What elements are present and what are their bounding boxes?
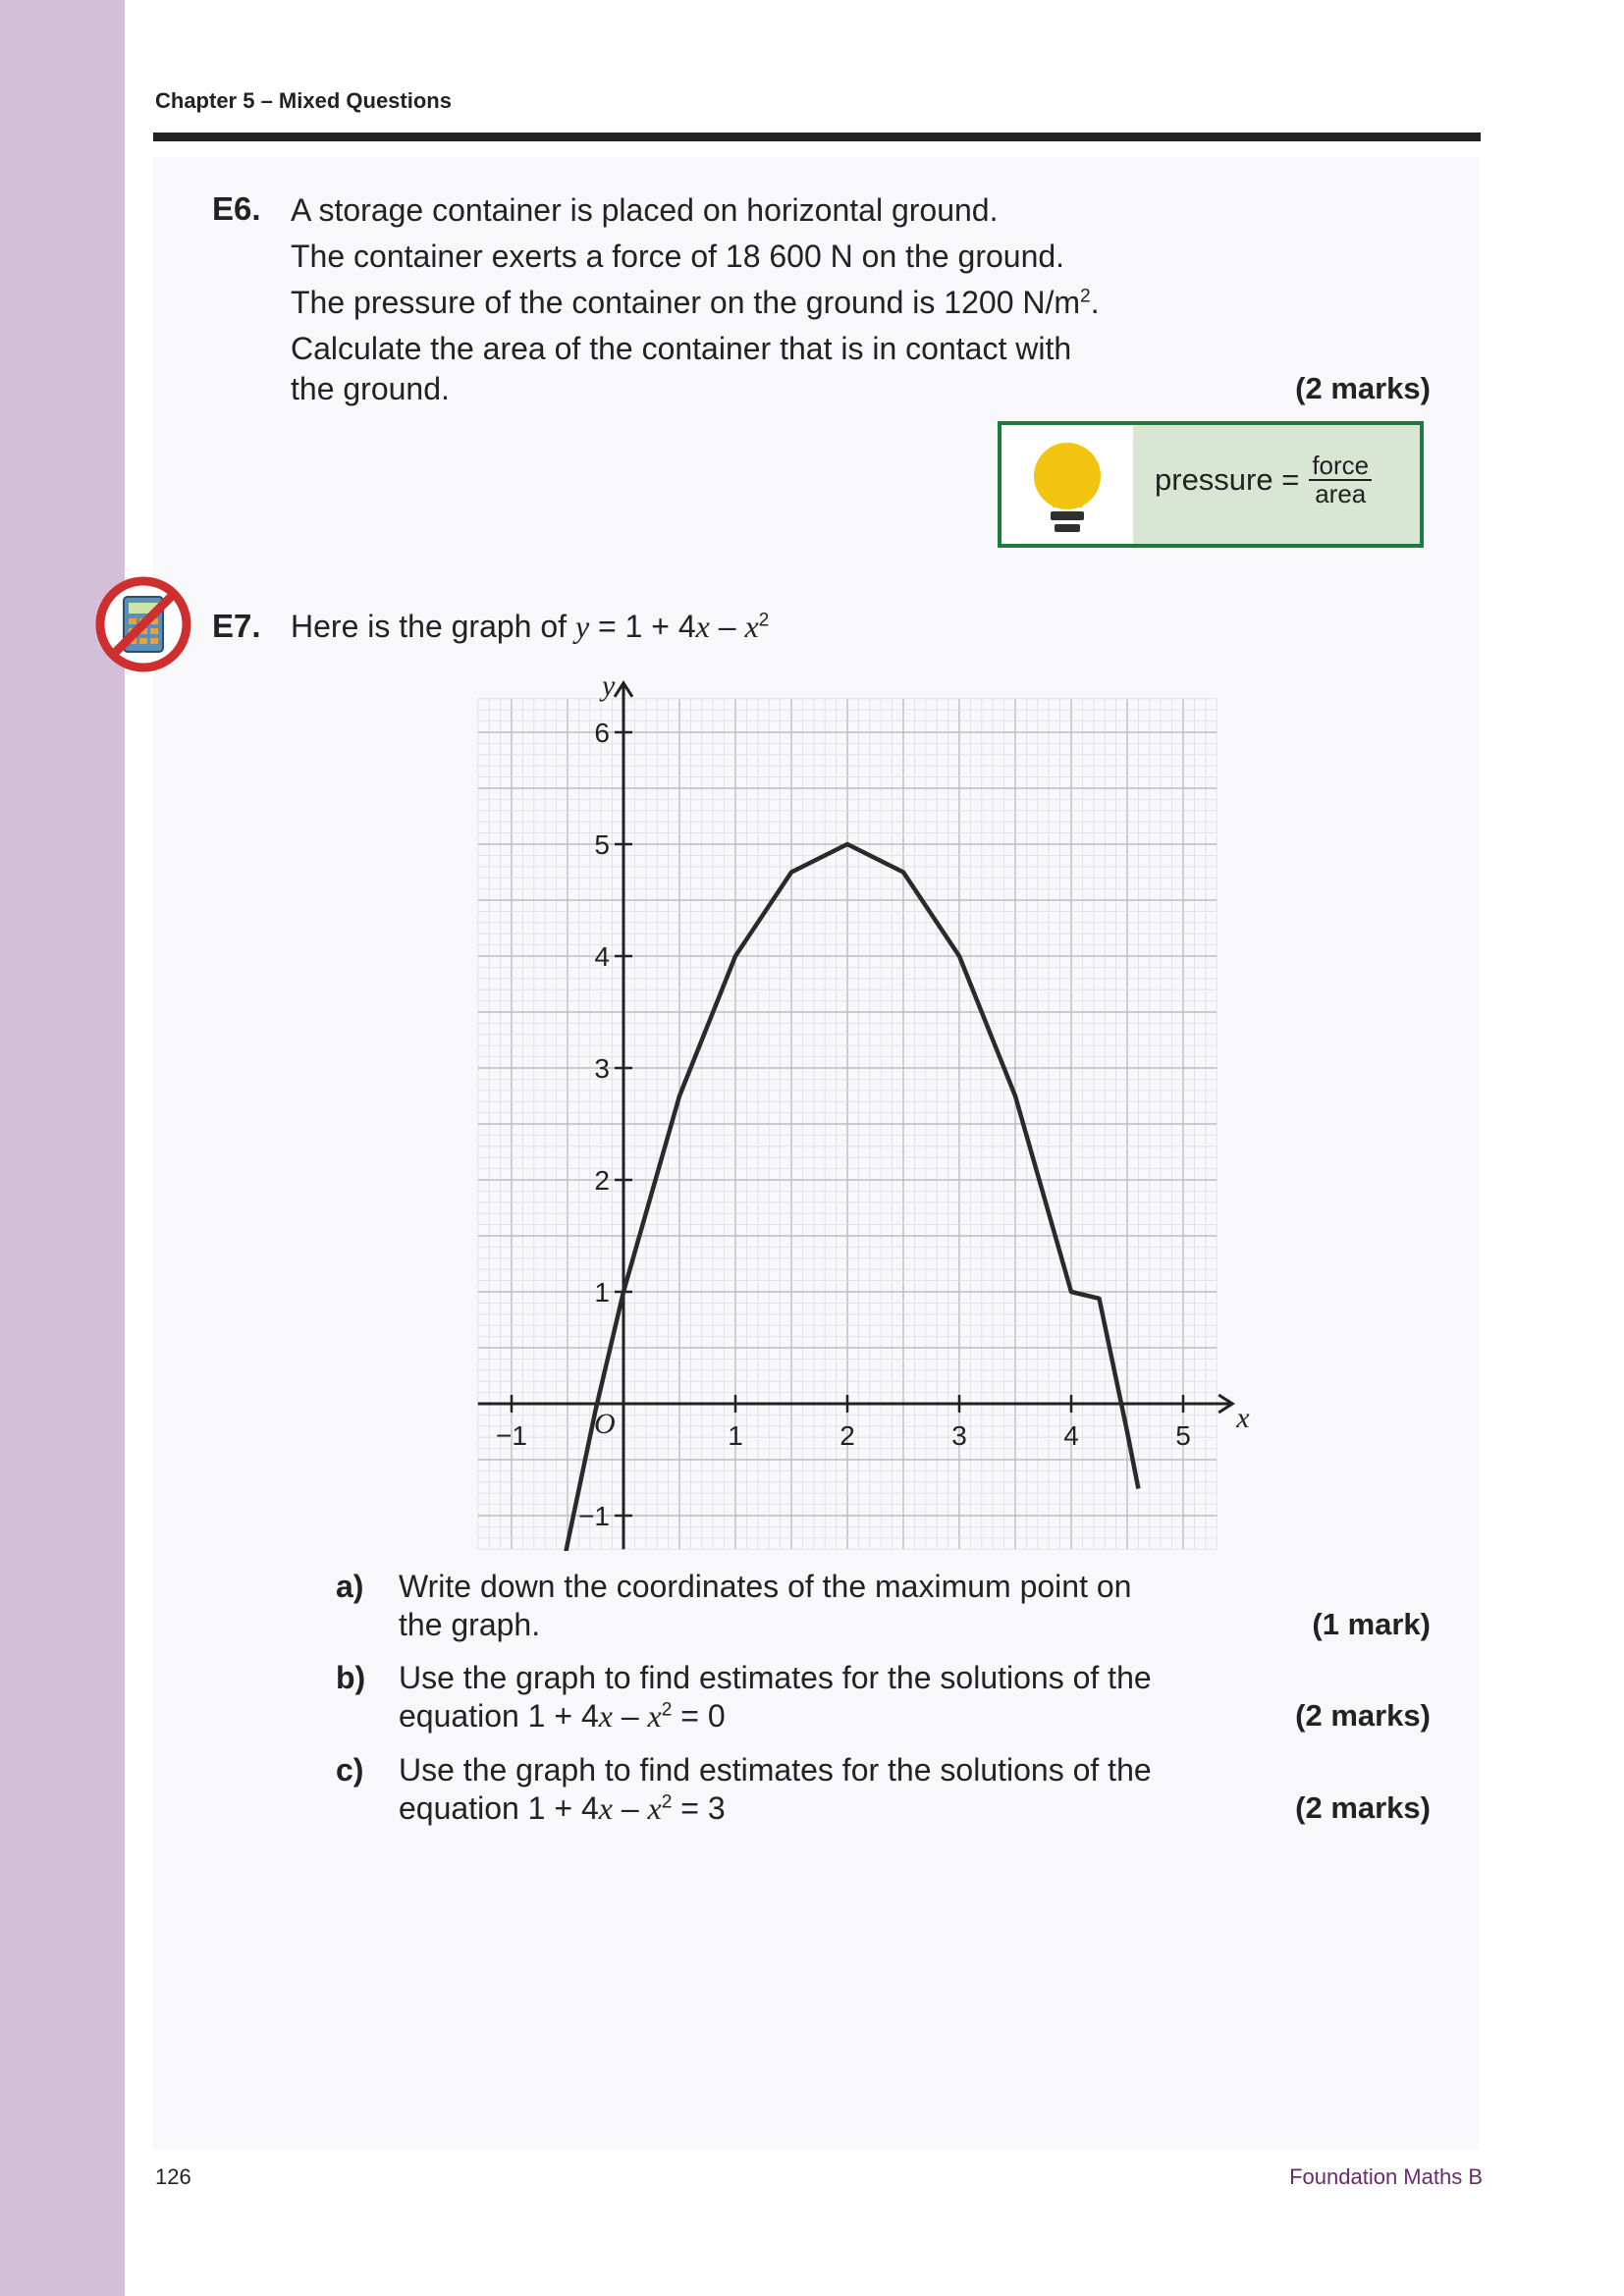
header-rule: [153, 133, 1481, 141]
e6-line-3: The pressure of the container on the ground is 1200 $N/m^2$.: [291, 285, 1100, 320]
e7-intro: Here is the graph of $y = 1 + 4x - x^2$: [291, 609, 770, 644]
x-tick-label: 4: [1063, 1420, 1079, 1451]
part-c-line-1: Use the graph to find estimates for the solutions of the: [399, 1752, 1152, 1788]
part-b-line-1: Use the graph to find estimates for the solutions of the: [399, 1660, 1152, 1695]
x-tick-label: 5: [1175, 1420, 1191, 1451]
no-calculator-icon: [94, 575, 192, 673]
y-axis-label: y: [602, 668, 616, 702]
part-b-equation: equation $1 + 4x - x^2 = 0$: [399, 1698, 726, 1734]
question-e6-label: E6.: [212, 190, 261, 227]
formula-denominator: area: [1315, 479, 1367, 509]
part-b-label: b): [336, 1660, 366, 1695]
x-tick-label: 2: [839, 1420, 855, 1451]
y-tick-label: 1: [594, 1277, 610, 1308]
pressure-formula: [1155, 453, 1372, 508]
e6-marks: (2 marks): [1295, 371, 1431, 405]
hint-box: [998, 421, 1424, 548]
e6-line-4: Calculate the area of the container that is in contact with: [291, 331, 1072, 366]
lightbulb-icon: [1027, 437, 1108, 539]
question-e7-label: E7.: [212, 608, 261, 644]
part-a-marks: (1 mark): [1312, 1607, 1431, 1641]
side-strip: [0, 0, 125, 2296]
x-tick-label: −1: [496, 1420, 527, 1451]
y-tick-label: 2: [594, 1165, 610, 1196]
e6-line-1: A storage container is placed on horizontal ground.: [291, 192, 999, 228]
quadratic-graph: [471, 667, 1257, 1551]
y-tick-label: 6: [594, 718, 610, 748]
x-axis-label: x: [1236, 1402, 1250, 1434]
part-b-marks: (2 marks): [1295, 1698, 1431, 1733]
y-tick-label: 5: [594, 829, 610, 860]
part-a-line-2: the graph.: [399, 1607, 541, 1642]
y-tick-label: 4: [594, 941, 610, 972]
part-c-marks: (2 marks): [1295, 1790, 1431, 1825]
origin-label: O: [594, 1408, 616, 1440]
part-c-label: c): [336, 1752, 364, 1788]
part-c-equation: equation $1 + 4x - x^2 = 3$: [399, 1790, 726, 1826]
part-a-line-1: Write down the coordinates of the maximum point on: [399, 1569, 1132, 1604]
book-title: Foundation Maths B: [1289, 2164, 1483, 2189]
y-tick-label: −1: [578, 1501, 610, 1531]
x-tick-label: 3: [951, 1420, 967, 1451]
page-number: 126: [155, 2164, 191, 2189]
formula-fraction: [1309, 453, 1372, 508]
x-tick-label: 1: [728, 1420, 743, 1451]
chapter-title: Chapter 5 – Mixed Questions: [155, 88, 452, 113]
formula-left: pressure =: [1155, 462, 1300, 498]
e6-line-2: The container exerts a force of 18 600 N on the ground.: [291, 239, 1065, 274]
hint-text-area: [1133, 425, 1420, 544]
y-tick-label: 3: [594, 1053, 610, 1084]
e6-line-5: the ground.: [291, 371, 450, 406]
formula-numerator: force: [1309, 453, 1372, 481]
part-a-label: a): [336, 1569, 364, 1604]
